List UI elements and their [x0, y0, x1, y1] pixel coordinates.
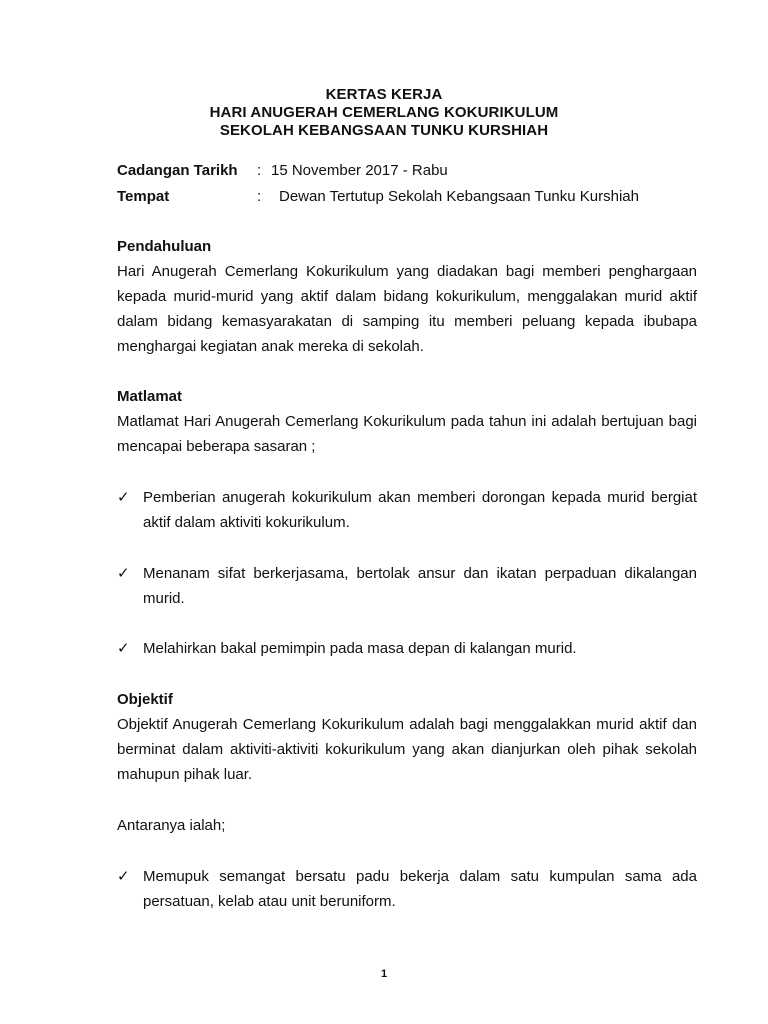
pendahuluan-heading: Pendahuluan [117, 238, 212, 255]
objektif-paragraph: Objektif Anugerah Cemerlang Kokurikulum adalah bagi menggalakkan murid aktif dan berminat dalam aktiviti-aktiviti kokurikulum yang akan dianjurkan oleh pihak sekolah mahupun pihak luar. [117, 716, 697, 783]
bullet-text: Menanam sifat berkerjasama, bertolak ansur dan ikatan perpaduan dikalangan murid. [143, 565, 697, 607]
objektif-heading: Objektif [117, 691, 173, 708]
objektif-bullet-1 [117, 864, 697, 914]
check-icon: ✓ [117, 640, 130, 657]
check-icon: ✓ [117, 565, 130, 582]
place-colon: : [257, 188, 262, 205]
matlamat-bullet-1 [117, 485, 697, 535]
page-number: 1 [380, 968, 388, 980]
matlamat-bullet-3 [117, 636, 697, 661]
document-title: KERTAS KERJA [325, 86, 443, 103]
place-row [117, 188, 639, 206]
objektif-intro: Antaranya ialah; [117, 817, 226, 834]
check-icon: ✓ [117, 868, 130, 885]
place-label: Tempat [117, 188, 170, 205]
date-value: 15 November 2017 - Rabu [271, 162, 448, 179]
document-subtitle: HARI ANUGERAH CEMERLANG KOKURIKULUM [209, 104, 559, 121]
date-label: Cadangan Tarikh [117, 162, 238, 179]
matlamat-paragraph: Matlamat Hari Anugerah Cemerlang Kokurikulum pada tahun ini adalah bertujuan bagi mencapai beberapa sasaran ; [117, 413, 697, 455]
place-value: Dewan Tertutup Sekolah Kebangsaan Tunku Kurshiah [279, 188, 639, 205]
date-colon: : [257, 162, 262, 179]
check-icon: ✓ [117, 489, 130, 506]
matlamat-heading: Matlamat [117, 388, 183, 405]
matlamat-bullet-2 [117, 561, 697, 611]
bullet-text: Melahirkan bakal pemimpin pada masa depan di kalangan murid. [143, 640, 577, 657]
pendahuluan-paragraph: Hari Anugerah Cemerlang Kokurikulum yang diadakan bagi memberi penghargaan kepada murid-murid yang aktif dalam bidang kokurikulum, menggalakan murid aktif dalam bidang kemasyarakatan di samping itu memberi peluang kepada ibubapa menghargai kegiatan anak mereka di sekolah. [117, 263, 697, 355]
date-row [117, 162, 448, 180]
bullet-text: Memupuk semangat bersatu padu bekerja dalam satu kumpulan sama ada persatuan, kelab atau unit beruniform. [143, 868, 697, 910]
school-name: SEKOLAH KEBANGSAAN TUNKU KURSHIAH [219, 122, 549, 139]
bullet-text: Pemberian anugerah kokurikulum akan memberi dorongan kepada murid bergiat aktif dalam aktiviti kokurikulum. [143, 489, 697, 531]
